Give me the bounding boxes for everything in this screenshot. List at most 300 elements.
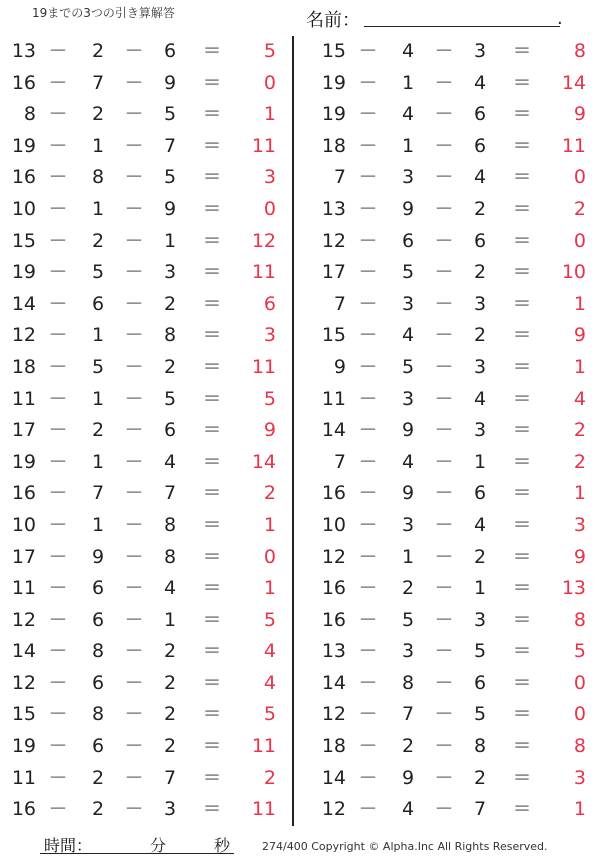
problem-row <box>310 510 590 542</box>
problem-row <box>0 763 280 795</box>
subtrahend-2: 5 <box>163 387 177 410</box>
minus-sign: － <box>48 513 68 536</box>
minus-sign: － <box>434 513 454 536</box>
minus-sign: － <box>358 482 378 505</box>
problem-row <box>0 415 280 447</box>
equals-sign: ＝ <box>512 798 532 821</box>
minus-sign: － <box>124 703 144 726</box>
problem-row <box>0 384 280 416</box>
problem-row <box>310 478 590 510</box>
subtrahend-2: 2 <box>473 766 487 789</box>
subtrahend-1: 1 <box>91 324 105 347</box>
minus-sign: － <box>434 798 454 821</box>
answer: 0 <box>573 229 586 252</box>
minus-sign: － <box>48 103 68 126</box>
minuend: 8 <box>23 103 36 126</box>
answer: 9 <box>573 545 586 568</box>
minus-sign: － <box>434 324 454 347</box>
answer: 11 <box>251 735 276 758</box>
subtrahend-1: 3 <box>401 292 415 315</box>
subtrahend-1: 4 <box>401 450 415 473</box>
equals-sign: ＝ <box>512 229 532 252</box>
equals-sign: ＝ <box>202 450 222 473</box>
answer: 2 <box>573 419 586 442</box>
minus-sign: － <box>124 640 144 663</box>
answer: 5 <box>263 40 276 62</box>
subtrahend-1: 1 <box>401 134 415 157</box>
minus-sign: － <box>358 419 378 442</box>
subtrahend-2: 3 <box>163 798 177 821</box>
minus-sign: － <box>124 40 144 62</box>
answer: 1 <box>573 292 586 315</box>
subtrahend-1: 7 <box>91 482 105 505</box>
equals-sign: ＝ <box>202 577 222 600</box>
problem-row <box>310 447 590 479</box>
subtrahend-2: 3 <box>473 419 487 442</box>
answer: 11 <box>561 134 586 157</box>
subtrahend-1: 2 <box>91 766 105 789</box>
minus-sign: － <box>48 766 68 789</box>
time-label: 時間： <box>44 836 93 855</box>
subtrahend-1: 5 <box>91 261 105 284</box>
problem-row <box>0 668 280 700</box>
minuend: 19 <box>11 450 36 473</box>
copyright-notice: 274/400 Copyright © Alpha.Inc All Rights Reserved. <box>262 840 548 853</box>
problem-row <box>0 605 280 637</box>
equals-sign: ＝ <box>512 608 532 631</box>
answer: 9 <box>573 103 586 126</box>
answer: 14 <box>561 71 586 94</box>
minuend: 12 <box>321 798 346 821</box>
subtrahend-2: 4 <box>163 577 177 600</box>
equals-sign: ＝ <box>202 798 222 821</box>
problem-row <box>310 542 590 574</box>
equals-sign: ＝ <box>202 261 222 284</box>
minus-sign: － <box>434 482 454 505</box>
equals-sign: ＝ <box>512 766 532 789</box>
problem-row <box>310 699 590 731</box>
answer: 11 <box>251 355 276 378</box>
subtrahend-2: 4 <box>473 513 487 536</box>
minuend: 15 <box>321 40 346 62</box>
problem-row <box>310 194 590 226</box>
minuend: 10 <box>11 513 36 536</box>
subtrahend-2: 4 <box>163 450 177 473</box>
problem-row <box>310 415 590 447</box>
subtrahend-2: 6 <box>473 134 487 157</box>
answer: 2 <box>573 450 586 473</box>
answer: 2 <box>263 482 276 505</box>
answer: 5 <box>263 608 276 631</box>
minus-sign: － <box>358 766 378 789</box>
subtrahend-1: 6 <box>91 292 105 315</box>
subtrahend-1: 5 <box>401 608 415 631</box>
subtrahend-1: 6 <box>91 735 105 758</box>
equals-sign: ＝ <box>202 71 222 94</box>
equals-sign: ＝ <box>202 324 222 347</box>
subtrahend-1: 2 <box>91 40 105 62</box>
equals-sign: ＝ <box>512 166 532 189</box>
minuend: 10 <box>11 197 36 220</box>
minuend: 16 <box>11 71 36 94</box>
answer: 5 <box>263 703 276 726</box>
problem-row <box>0 194 280 226</box>
minus-sign: － <box>358 387 378 410</box>
minus-sign: － <box>434 735 454 758</box>
minus-sign: － <box>48 798 68 821</box>
equals-sign: ＝ <box>512 103 532 126</box>
minus-sign: － <box>358 261 378 284</box>
subtrahend-1: 8 <box>91 166 105 189</box>
minus-sign: － <box>48 229 68 252</box>
equals-sign: ＝ <box>512 450 532 473</box>
minuend: 14 <box>321 671 346 694</box>
equals-sign: ＝ <box>202 292 222 315</box>
answer: 1 <box>573 482 586 505</box>
problem-row <box>0 447 280 479</box>
subtrahend-1: 9 <box>401 419 415 442</box>
name-end-dot: . <box>557 8 563 29</box>
worksheet-title: 19までの3つの引き算解答 <box>32 6 175 20</box>
minuend: 12 <box>321 229 346 252</box>
minuend: 12 <box>321 545 346 568</box>
subtrahend-1: 9 <box>401 197 415 220</box>
minus-sign: － <box>434 40 454 62</box>
minus-sign: － <box>434 419 454 442</box>
subtrahend-2: 2 <box>473 197 487 220</box>
problem-column-right <box>310 36 590 826</box>
minuend: 12 <box>11 608 36 631</box>
minuend: 16 <box>321 577 346 600</box>
subtrahend-2: 1 <box>163 229 177 252</box>
answer: 12 <box>251 229 276 252</box>
minus-sign: － <box>434 640 454 663</box>
subtrahend-2: 7 <box>163 766 177 789</box>
subtrahend-1: 2 <box>91 419 105 442</box>
problem-row <box>0 731 280 763</box>
subtrahend-2: 2 <box>473 324 487 347</box>
minuend: 14 <box>11 640 36 663</box>
equals-sign: ＝ <box>512 513 532 536</box>
equals-sign: ＝ <box>512 355 532 378</box>
minuend: 7 <box>333 166 346 189</box>
answer: 14 <box>251 450 276 473</box>
subtrahend-1: 7 <box>91 71 105 94</box>
minus-sign: － <box>434 387 454 410</box>
subtrahend-2: 2 <box>473 545 487 568</box>
problem-row <box>0 510 280 542</box>
minus-sign: － <box>358 577 378 600</box>
minus-sign: － <box>124 134 144 157</box>
minuend: 13 <box>321 197 346 220</box>
subtrahend-1: 2 <box>91 229 105 252</box>
answer: 1 <box>263 513 276 536</box>
minus-sign: － <box>358 324 378 347</box>
answer: 11 <box>251 134 276 157</box>
subtrahend-1: 4 <box>401 40 415 62</box>
subtrahend-2: 4 <box>473 71 487 94</box>
equals-sign: ＝ <box>512 671 532 694</box>
subtrahend-1: 3 <box>401 513 415 536</box>
problem-row <box>0 226 280 258</box>
minus-sign: － <box>124 798 144 821</box>
subtrahend-1: 8 <box>91 703 105 726</box>
minus-sign: － <box>434 608 454 631</box>
answer: 3 <box>263 166 276 189</box>
minus-sign: － <box>358 229 378 252</box>
subtrahend-2: 9 <box>163 71 177 94</box>
minuend: 17 <box>11 419 36 442</box>
time-field-line <box>40 853 234 854</box>
subtrahend-2: 5 <box>163 166 177 189</box>
minus-sign: － <box>124 450 144 473</box>
subtrahend-2: 1 <box>473 577 487 600</box>
subtrahend-2: 6 <box>473 103 487 126</box>
minus-sign: － <box>434 355 454 378</box>
minus-sign: － <box>48 292 68 315</box>
minuend: 14 <box>321 766 346 789</box>
minuend: 14 <box>321 419 346 442</box>
equals-sign: ＝ <box>512 324 532 347</box>
minuend: 12 <box>11 324 36 347</box>
minus-sign: － <box>358 671 378 694</box>
subtrahend-2: 5 <box>473 703 487 726</box>
answer: 1 <box>263 577 276 600</box>
equals-sign: ＝ <box>512 71 532 94</box>
equals-sign: ＝ <box>202 735 222 758</box>
problem-row <box>0 131 280 163</box>
minuend: 16 <box>321 608 346 631</box>
minuend: 16 <box>11 798 36 821</box>
equals-sign: ＝ <box>202 40 222 62</box>
problem-column-left <box>0 36 280 826</box>
subtrahend-1: 4 <box>401 103 415 126</box>
subtrahend-2: 6 <box>473 671 487 694</box>
minus-sign: － <box>124 482 144 505</box>
subtrahend-1: 8 <box>91 640 105 663</box>
minus-sign: － <box>48 450 68 473</box>
subtrahend-1: 6 <box>91 577 105 600</box>
minuend: 9 <box>333 355 346 378</box>
problem-row <box>0 162 280 194</box>
equals-sign: ＝ <box>202 229 222 252</box>
minus-sign: － <box>48 671 68 694</box>
subtrahend-1: 1 <box>91 387 105 410</box>
minus-sign: － <box>358 513 378 536</box>
minus-sign: － <box>124 608 144 631</box>
equals-sign: ＝ <box>202 671 222 694</box>
minuend: 11 <box>321 387 346 410</box>
equals-sign: ＝ <box>202 419 222 442</box>
minuend: 7 <box>333 292 346 315</box>
problem-row <box>0 542 280 574</box>
minuend: 18 <box>321 134 346 157</box>
answer: 8 <box>573 40 586 62</box>
minuend: 15 <box>11 229 36 252</box>
subtrahend-2: 3 <box>163 261 177 284</box>
answer: 0 <box>263 197 276 220</box>
minuend: 15 <box>11 703 36 726</box>
minus-sign: － <box>358 703 378 726</box>
minuend: 16 <box>11 166 36 189</box>
minus-sign: － <box>124 387 144 410</box>
minus-sign: － <box>434 766 454 789</box>
minuend: 19 <box>11 134 36 157</box>
subtrahend-1: 1 <box>91 513 105 536</box>
minus-sign: － <box>434 703 454 726</box>
name-label: 名前： <box>306 10 360 31</box>
answer: 2 <box>263 766 276 789</box>
equals-sign: ＝ <box>512 292 532 315</box>
answer: 1 <box>573 355 586 378</box>
subtrahend-1: 6 <box>91 671 105 694</box>
minuend: 19 <box>321 71 346 94</box>
equals-sign: ＝ <box>202 355 222 378</box>
equals-sign: ＝ <box>512 482 532 505</box>
minus-sign: － <box>124 766 144 789</box>
answer: 11 <box>251 261 276 284</box>
minus-sign: － <box>434 577 454 600</box>
minus-sign: － <box>48 608 68 631</box>
subtrahend-1: 6 <box>401 229 415 252</box>
answer: 10 <box>561 261 586 284</box>
minus-sign: － <box>434 229 454 252</box>
subtrahend-1: 9 <box>91 545 105 568</box>
minus-sign: － <box>434 292 454 315</box>
subtrahend-2: 2 <box>163 703 177 726</box>
column-divider <box>292 36 294 826</box>
subtrahend-2: 2 <box>163 671 177 694</box>
problem-row <box>310 162 590 194</box>
minuend: 18 <box>11 355 36 378</box>
answer: 11 <box>251 798 276 821</box>
subtrahend-1: 4 <box>401 324 415 347</box>
subtrahend-1: 2 <box>401 577 415 600</box>
subtrahend-2: 8 <box>163 513 177 536</box>
subtrahend-1: 3 <box>401 640 415 663</box>
problem-row <box>0 794 280 826</box>
subtrahend-1: 2 <box>91 103 105 126</box>
subtrahend-1: 3 <box>401 387 415 410</box>
equals-sign: ＝ <box>512 703 532 726</box>
equals-sign: ＝ <box>202 640 222 663</box>
minus-sign: － <box>434 450 454 473</box>
subtrahend-1: 5 <box>401 355 415 378</box>
subtrahend-2: 8 <box>163 545 177 568</box>
answer: 0 <box>573 703 586 726</box>
subtrahend-2: 4 <box>473 387 487 410</box>
minus-sign: － <box>124 229 144 252</box>
answer: 0 <box>573 671 586 694</box>
problem-row <box>310 289 590 321</box>
subtrahend-1: 1 <box>401 71 415 94</box>
answer: 0 <box>573 166 586 189</box>
subtrahend-1: 1 <box>91 197 105 220</box>
minuend: 11 <box>11 387 36 410</box>
minus-sign: － <box>358 450 378 473</box>
minuend: 19 <box>11 261 36 284</box>
minus-sign: － <box>434 261 454 284</box>
answer: 0 <box>263 545 276 568</box>
equals-sign: ＝ <box>202 703 222 726</box>
subtrahend-2: 1 <box>473 450 487 473</box>
answer: 4 <box>263 640 276 663</box>
minus-sign: － <box>358 735 378 758</box>
problem-row <box>310 794 590 826</box>
problem-row <box>310 131 590 163</box>
equals-sign: ＝ <box>202 387 222 410</box>
minuend: 19 <box>11 735 36 758</box>
answer: 13 <box>561 577 586 600</box>
answer: 5 <box>573 640 586 663</box>
problem-row <box>310 384 590 416</box>
subtrahend-2: 7 <box>473 798 487 821</box>
minuend: 15 <box>321 324 346 347</box>
minus-sign: － <box>358 40 378 62</box>
minus-sign: － <box>48 324 68 347</box>
equals-sign: ＝ <box>512 40 532 62</box>
subtrahend-2: 2 <box>163 355 177 378</box>
minus-sign: － <box>124 71 144 94</box>
minus-sign: － <box>358 103 378 126</box>
minus-sign: － <box>124 197 144 220</box>
problem-row <box>0 573 280 605</box>
subtrahend-2: 2 <box>163 640 177 663</box>
equals-sign: ＝ <box>202 134 222 157</box>
answer: 9 <box>263 419 276 442</box>
subtrahend-2: 6 <box>473 229 487 252</box>
subtrahend-2: 4 <box>473 166 487 189</box>
subtrahend-2: 7 <box>163 134 177 157</box>
problem-row <box>0 289 280 321</box>
minus-sign: － <box>358 798 378 821</box>
equals-sign: ＝ <box>512 197 532 220</box>
minus-sign: － <box>124 261 144 284</box>
problem-row <box>0 257 280 289</box>
answer: 4 <box>573 387 586 410</box>
minus-sign: － <box>124 419 144 442</box>
minus-sign: － <box>434 166 454 189</box>
problem-row <box>0 320 280 352</box>
minus-sign: － <box>124 513 144 536</box>
equals-sign: ＝ <box>202 545 222 568</box>
problem-row <box>310 352 590 384</box>
answer: 3 <box>573 766 586 789</box>
minus-sign: － <box>358 545 378 568</box>
subtrahend-1: 2 <box>91 798 105 821</box>
subtrahend-2: 5 <box>473 640 487 663</box>
equals-sign: ＝ <box>512 419 532 442</box>
problem-row <box>310 226 590 258</box>
subtrahend-1: 4 <box>401 798 415 821</box>
equals-sign: ＝ <box>202 166 222 189</box>
minus-sign: － <box>358 197 378 220</box>
subtrahend-1: 8 <box>401 671 415 694</box>
equals-sign: ＝ <box>512 387 532 410</box>
subtrahend-1: 1 <box>91 134 105 157</box>
answer: 1 <box>573 798 586 821</box>
subtrahend-2: 3 <box>473 355 487 378</box>
subtrahend-2: 8 <box>163 324 177 347</box>
minus-sign: － <box>434 671 454 694</box>
problem-row <box>0 636 280 668</box>
minus-sign: － <box>48 545 68 568</box>
minus-sign: － <box>434 545 454 568</box>
minuend: 16 <box>321 482 346 505</box>
subtrahend-2: 5 <box>163 103 177 126</box>
subtrahend-1: 7 <box>401 703 415 726</box>
subtrahend-2: 2 <box>163 292 177 315</box>
